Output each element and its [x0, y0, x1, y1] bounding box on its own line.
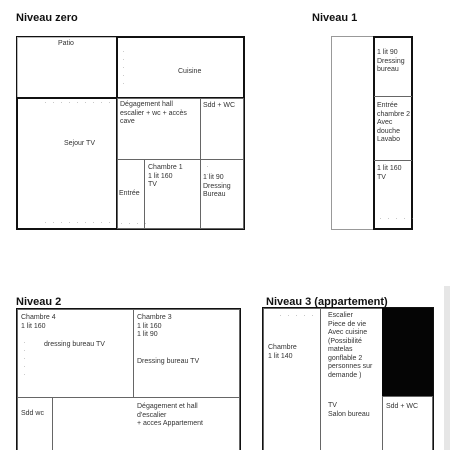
- niveau-2-sdd-wc-label: Sdd wc: [21, 410, 44, 417]
- niveau-1-middle-label: Entrée chambre 2 Avec douche Lavabo: [377, 102, 411, 143]
- niveau-3-chambre-label: Chambre 1 lit 140: [268, 344, 297, 360]
- chambre4-label: Chambre 4 1 lit 160: [21, 314, 56, 330]
- niveau-1-top-label: 1 lit 90 Dressing bureau: [377, 49, 405, 73]
- chambre3-dressing-label: Dressing bureau TV: [137, 358, 200, 365]
- sejour-window-bottom: · · · · · · · · · ·: [44, 220, 121, 226]
- niveau-2-degagement-label: Dégagement et hall d'escalier + acces Appartement: [137, 403, 203, 427]
- patio-label: Patio: [58, 40, 74, 47]
- niveau-1-divider-1: [374, 96, 412, 97]
- sejour-window-top: · · · · · · · · · ·: [44, 100, 121, 106]
- niveau-3-title: Niveau 3 (appartement): [266, 296, 388, 308]
- sejour-room: [16, 97, 121, 230]
- niveau-3-escalier-label: Escalier Piece de vie Avec cuisine (Possibilité matelas gonflable 2 personnes sur demande ): [328, 312, 373, 379]
- sejour-label: Sejour TV: [64, 140, 95, 147]
- niveau-2-sdd-wc-room: [17, 397, 53, 450]
- niveau-3-chambre-window-marks: · · · · ·: [279, 313, 316, 319]
- sdd-wc-label: Sdd + WC: [203, 102, 236, 109]
- entree-door-marks: · · · ·: [120, 221, 149, 227]
- chambre1-dressing-marks: · ·: [204, 165, 210, 178]
- niveau-1-divider-2: [374, 160, 412, 161]
- chambre3-label: Chambre 3 1 lit 160 1 lit 90: [137, 314, 172, 338]
- chambre1-label: Chambre 1 1 lit 160 TV: [148, 164, 183, 188]
- niveau-1-bottom-label: 1 lit 160 TV: [377, 165, 402, 181]
- niveau-1-window-marks: · · · · ·: [379, 216, 416, 222]
- degagement-label: Dégagement hall escalier + wc + accès cave: [120, 101, 187, 125]
- niveau-3-chambre-room: [263, 308, 321, 450]
- cuisine-label: Cuisine: [178, 68, 202, 75]
- niveau-3-stair-void: [382, 308, 433, 397]
- niveau-3-sdd-wc-label: Sdd + WC: [386, 403, 419, 410]
- niveau-2-title: Niveau 2: [16, 296, 62, 308]
- niveau-3-tv-label: TV Salon bureau: [328, 402, 370, 418]
- niveau-zero-title: Niveau zero: [16, 12, 78, 24]
- cuisine-window-marks: · · · · ·: [120, 50, 126, 87]
- chambre4-window-marks: · · · · ·: [21, 341, 27, 378]
- entree-label: Entrée: [119, 190, 140, 197]
- chambre4-dressing-label: dressing bureau TV: [44, 341, 105, 348]
- chambre1-dressing-label: 1 lit 90 Dressing Bureau: [203, 174, 231, 198]
- niveau-1-title: Niveau 1: [312, 12, 358, 24]
- page-right-edge: [444, 286, 450, 450]
